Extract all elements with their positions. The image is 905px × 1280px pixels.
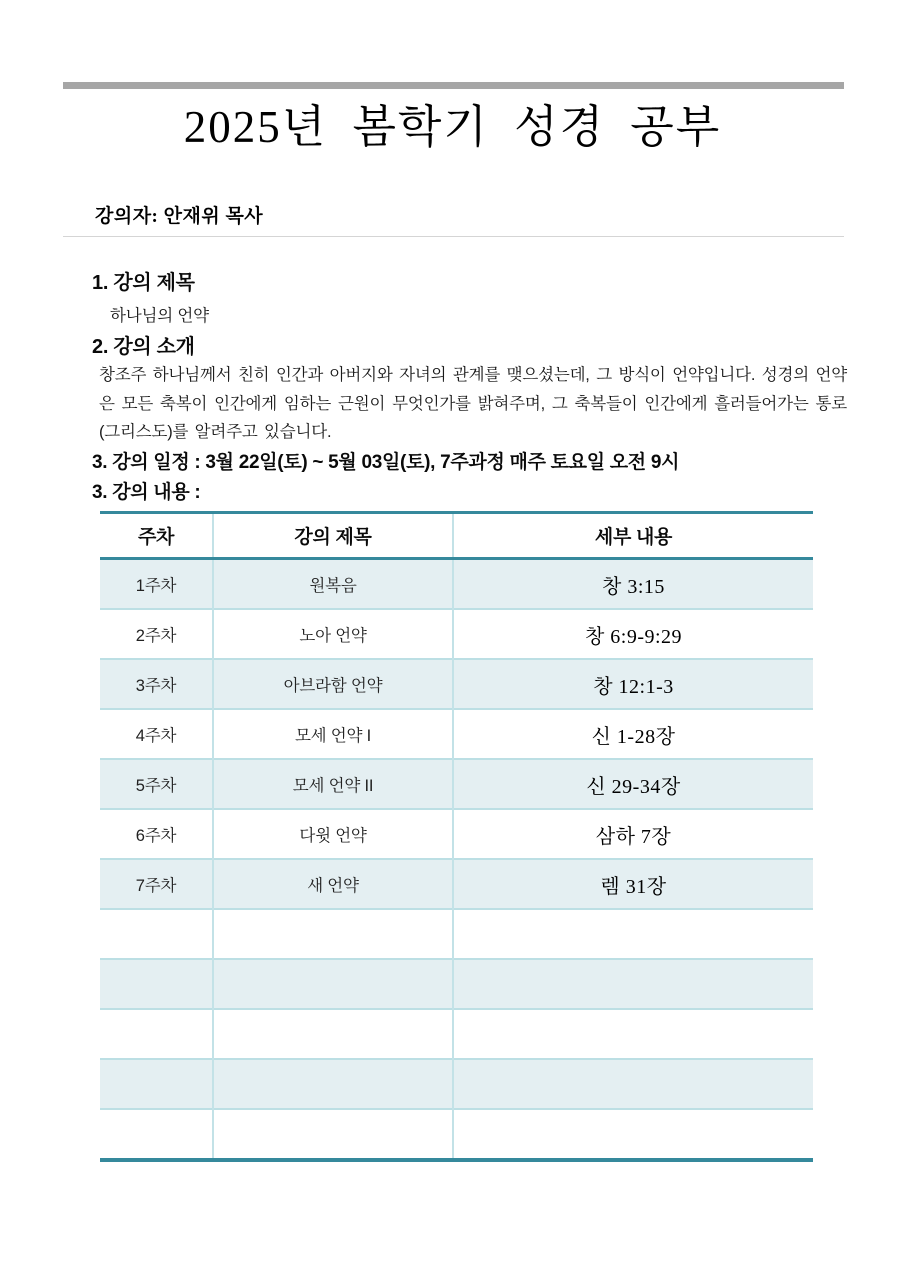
table-cell-title: 다윗 언약	[213, 809, 453, 859]
table-cell-title: 모세 언약 I	[213, 709, 453, 759]
section-heading-lecture-intro: 2. 강의 소개	[92, 336, 195, 358]
table-cell-detail: 창 3:15	[453, 559, 813, 610]
table-row	[100, 1109, 813, 1160]
table-cell-title: 모세 언약 II	[213, 759, 453, 809]
table-row	[100, 1009, 813, 1059]
table-header-row	[100, 513, 813, 559]
table-cell-detail	[453, 959, 813, 1009]
table-row	[100, 1059, 813, 1109]
table-cell-week: 7주차	[100, 859, 213, 909]
table-row	[100, 809, 813, 859]
table-row	[100, 659, 813, 709]
lecturer-line: 강의자: 안재위 목사	[95, 206, 264, 227]
table-cell-week: 1주차	[100, 559, 213, 610]
table-cell-detail: 렘 31장	[453, 859, 813, 909]
table-cell-title	[213, 909, 453, 959]
table-cell-title: 새 언약	[213, 859, 453, 909]
table-cell-title	[213, 1109, 453, 1160]
page-title: 2025년 봄학기 성경 공부	[183, 102, 722, 152]
table-header-week: 주차	[100, 513, 213, 559]
table-cell-title: 아브라함 언약	[213, 659, 453, 709]
table-cell-title: 노아 언약	[213, 609, 453, 659]
table-cell-detail: 창 12:1-3	[453, 659, 813, 709]
table-cell-week: 3주차	[100, 659, 213, 709]
table-cell-detail	[453, 909, 813, 959]
table-cell-detail: 창 6:9-9:29	[453, 609, 813, 659]
section-heading-lecture-title: 1. 강의 제목	[92, 272, 195, 294]
table-cell-title	[213, 959, 453, 1009]
table-cell-detail: 신 29-34장	[453, 759, 813, 809]
table-cell-week	[100, 909, 213, 959]
table-cell-detail	[453, 1059, 813, 1109]
table-cell-detail: 삼하 7장	[453, 809, 813, 859]
table-cell-week: 4주차	[100, 709, 213, 759]
schedule-table	[100, 511, 813, 1162]
table-cell-week: 2주차	[100, 609, 213, 659]
table-header-lecture-title: 강의 제목	[213, 513, 453, 559]
table-row	[100, 759, 813, 809]
table-row	[100, 709, 813, 759]
table-row	[100, 859, 813, 909]
section-body-lecture-title: 하나님의 언약	[110, 307, 209, 325]
section-heading-lecture-schedule: 3. 강의 일정 : 3월 22일(토) ~ 5월 03일(토), 7주과정 매주 토요일 오전 9시	[92, 452, 680, 473]
table-cell-detail	[453, 1009, 813, 1059]
section-heading-lecture-contents: 3. 강의 내용 :	[92, 482, 201, 503]
top-accent-bar	[63, 82, 844, 89]
table-cell-title	[213, 1059, 453, 1109]
table-cell-title	[213, 1009, 453, 1059]
table-cell-title: 원복음	[213, 559, 453, 610]
table-cell-detail	[453, 1109, 813, 1160]
table-row	[100, 609, 813, 659]
table-header-details: 세부 내용	[453, 513, 813, 559]
table-cell-week	[100, 1109, 213, 1160]
divider-rule	[63, 236, 844, 237]
table-row	[100, 559, 813, 610]
table-cell-week: 5주차	[100, 759, 213, 809]
table-cell-week	[100, 959, 213, 1009]
table-cell-detail: 신 1-28장	[453, 709, 813, 759]
table-cell-week: 6주차	[100, 809, 213, 859]
table-row	[100, 959, 813, 1009]
table-cell-week	[100, 1009, 213, 1059]
table-cell-week	[100, 1059, 213, 1109]
table-row	[100, 909, 813, 959]
section-body-lecture-intro: 창조주 하나님께서 친히 인간과 아버지와 자녀의 관계를 맺으셨는데, 그 방식이 언약입니다. 성경의 언약은 모든 축복이 인간에게 임하는 근원이 무엇인가를 밝혀주며, 그 축복들이 인간에게 흘러들어가는 통로(그리스도)를 알려주고 있습니다.	[99, 366, 847, 441]
